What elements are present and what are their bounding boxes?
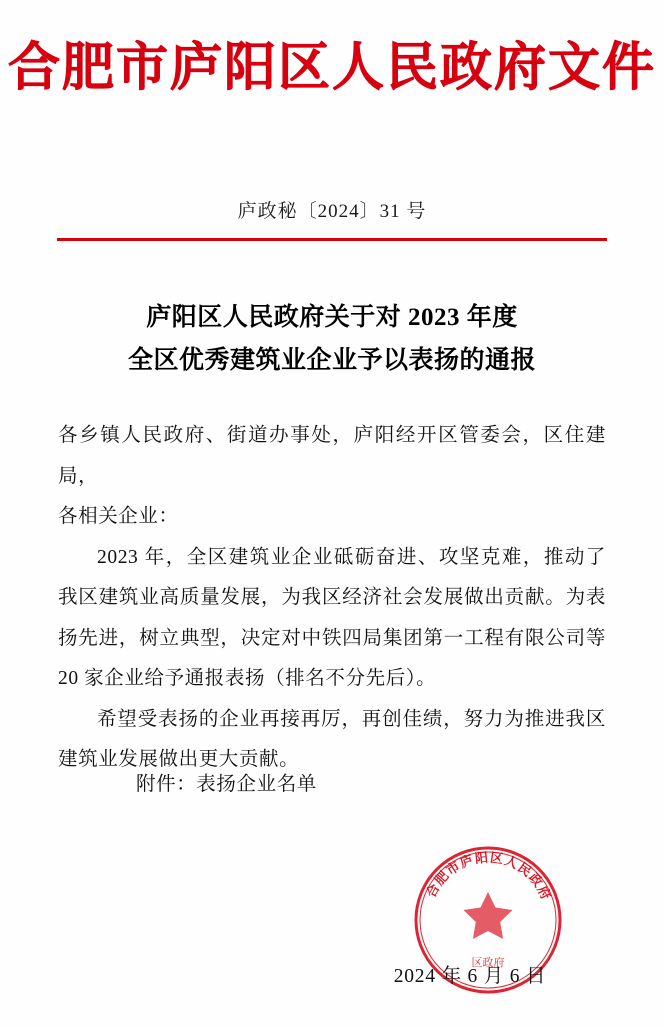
svg-text:区: 区 (489, 850, 505, 868)
red-divider-rule (57, 238, 607, 241)
masthead-title: 合肥市庐阳区人民政府文件 (7, 37, 656, 98)
body-paragraph-2: 希望受表扬的企业再接再厉，再创佳绩，努力为推进我区建筑业发展做出更大贡献。 (58, 708, 606, 771)
masthead (0, 38, 664, 98)
document-number: 庐政秘〔2024〕31 号 (237, 201, 427, 222)
document-date: 2024 年 6 月 6 日 (393, 966, 547, 987)
svg-text:市: 市 (444, 859, 464, 879)
svg-text:肥: 肥 (432, 868, 453, 889)
svg-text:人: 人 (502, 853, 520, 873)
attachment-line: 附件：表扬企业名单 (136, 774, 317, 795)
document-title-line-2: 全区优秀建筑业企业予以表扬的通报 (127, 347, 536, 374)
body-paragraph-1: 2023 年，全区建筑业企业砥砺奋进、攻坚克难，推动了我区建筑业高质量发展，为我区经济社会发展做出贡献。为表扬先进，树立典型，决定对中铁四局集团第一工程有限公司等 20 家企业给予通报表扬（排名不分先后）。 (58, 546, 606, 690)
svg-text:阳: 阳 (474, 850, 489, 867)
salutation-line-1: 各乡镇人民政府、街道办事处，庐阳经开区管委会，区住建局， (58, 425, 606, 487)
svg-text:庐: 庐 (458, 852, 476, 872)
salutation-line-2: 各相关企业： (58, 506, 179, 528)
document-body (58, 416, 606, 781)
svg-text:民: 民 (514, 860, 534, 881)
document-title-line-1: 庐阳区人民政府关于对 2023 年度 (146, 304, 518, 331)
document-title (60, 296, 604, 382)
svg-text:府: 府 (533, 883, 553, 903)
svg-text:合: 合 (424, 881, 444, 901)
svg-text:政: 政 (525, 870, 546, 891)
svg-text:区政府: 区政府 (471, 956, 505, 969)
